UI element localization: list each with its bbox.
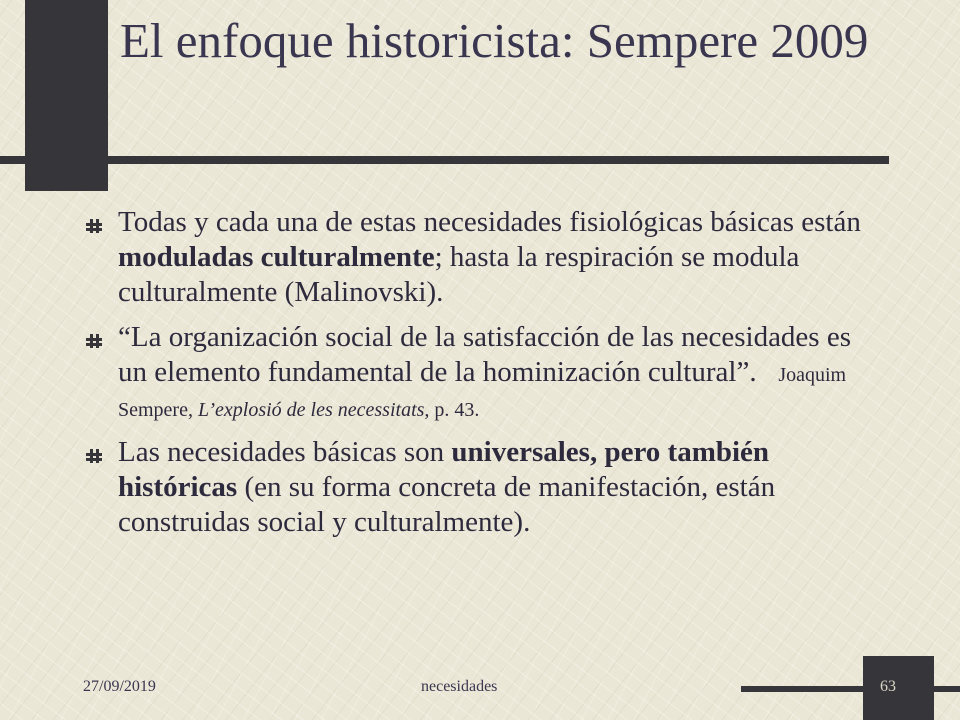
bullet-list — [84, 205, 884, 550]
citation-author: Joaquim Sempere, — [118, 364, 847, 421]
footer-rule-left — [741, 686, 863, 692]
bullet-item — [84, 205, 884, 310]
footer-topic: necesidades — [421, 678, 498, 695]
hash-bullet-icon — [86, 334, 102, 348]
bullet-item — [84, 435, 884, 540]
page-number-box — [863, 656, 934, 720]
page-number: 63 — [880, 678, 896, 695]
bullet-text-part: Todas y cada una de estas necesidades fisiológicas básicas están — [118, 206, 861, 238]
bullet-text-part: ; hasta la respiración se modula culturalmente (Malinovski). — [118, 241, 800, 308]
bullet-text-part: Las necesidades básicas son — [118, 436, 452, 468]
title-divider — [0, 156, 889, 164]
bullet-quote: “La organización social de la satisfacción de las necesidades es un elemento fundamental de la hominización cultural”. — [118, 321, 852, 388]
slide-title: El enfoque historicista: Sempere 2009 — [120, 13, 869, 68]
bullet-text — [118, 435, 884, 540]
citation-page: p. 43. — [434, 399, 480, 421]
bullet-item — [84, 320, 884, 425]
hash-bullet-icon — [86, 449, 102, 463]
bullet-bold-text: universales, pero también históricas — [118, 436, 770, 503]
bullet-text-part: (en su forma concreta de manifestación, están construidas social y culturalmente). — [118, 471, 776, 538]
footer-rule-right — [934, 686, 960, 692]
bullet-bold-text: moduladas culturalmente — [118, 241, 435, 273]
bullet-text — [118, 320, 884, 425]
footer-date: 27/09/2019 — [83, 678, 156, 695]
hash-bullet-icon — [86, 219, 102, 233]
bullet-text — [118, 205, 884, 310]
citation-title: L’explosió de les necessitats, — [197, 399, 430, 421]
